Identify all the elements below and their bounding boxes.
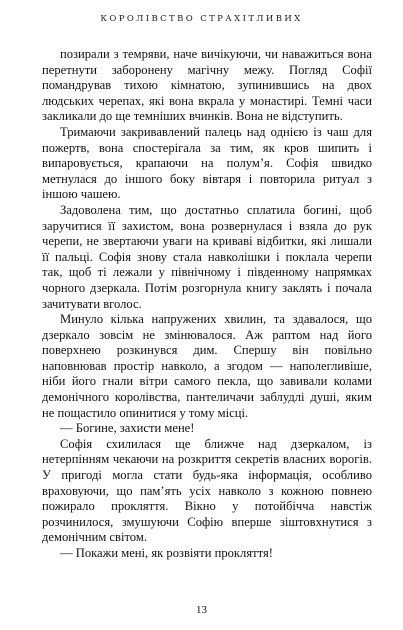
running-header: КОРОЛІВСТВО СТРАХІТЛИВИХ [100,14,303,24]
paragraph: Задоволена тим, що достатньо сплатила богині, щоб заручитися її захистом, вона розвернулася і взяла до рук черепи, не звертаючи уваги на криваві відбитки, які лишали її пальці. Софія знову стала навколішки і поклала черепи так, щоб ті лежали у північному і південному напрямках чорного дзеркала. Потім розгорнула книгу заклять і почала зачитувати вголос. [42,202,372,311]
paragraph: Минуло кілька напружених хвилин, та здавалося, що дзеркало зовсім не змінювалося. Аж раптом над його поверхнею розкинувся дим. Спершу він повільно наповнював простір навколо, а згодом — наполегливіше, ніби його гнали вітри самого пекла, що завивали колами демонічного королівства, пантеличачи заблудлі душі, яким не пощастило опинитися у тому місці. [42,312,372,420]
dialogue-line: — Покажи мені, як розвіяти прокляття! [60,546,273,560]
paragraph: Тримаючи закривавлений палець над однією із чаш для пожертв, вона спостерігала за тим, як кров шипить і випаровується, крапаючи на полум’я. Софія швидко метнулася до іншого боку вівтаря і повторила ритуал з іншою чашею. [42,124,372,202]
paragraph: позирали з темряви, наче вичікуючи, чи наважиться вона перетнути заборонену магічну межу. Погляд Софії помандрував тихою кімнатою, зупинившись на двох людських черепах, які вона вкрала у монастирі. Темні часи закликали до ще темніших вчинків. Вона не відступить. [42,47,372,124]
page-number: 13 [196,604,207,616]
body-text [42,47,372,562]
dialogue-line: — Богине, захисти мене! [60,421,195,436]
paragraph: Софія схилилася ще ближче над дзеркалом, із нетерпінням чекаючи на розкриття секретів власних ворогів. У пригоді могла стати будь-яка інформація, особливо враховуючи, що пам’ять усіх навколо з кожною повнею пожирало прокляття. Вікно у потойбічча навстіж розчинилося, змушуючи Софію вперше зіштовхнутися з демонічним світом. [42,436,372,545]
